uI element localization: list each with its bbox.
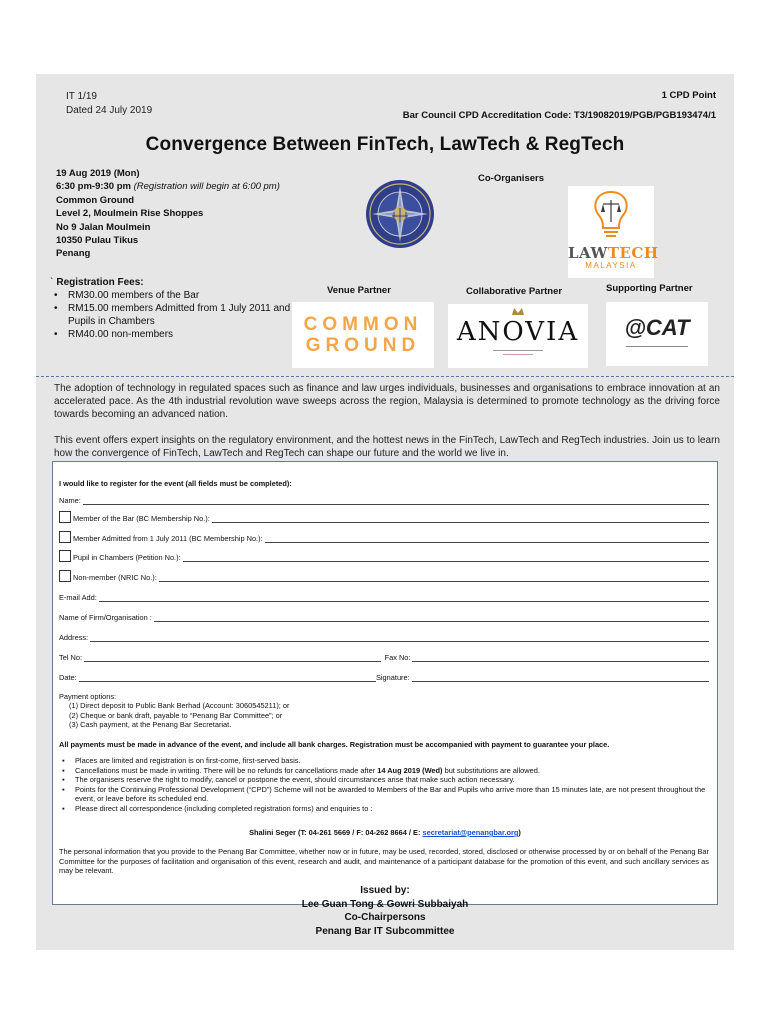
pupil-field[interactable]: Pupil in Chambers (Petition No.): xyxy=(59,550,709,562)
event-paragraph: This event offers expert insights on the regulatory environment, and the hottest news in the FinTech, LawTech and RegTech industries. Join us to learn how the convergence of FinTech, LawTech and RegTech can shape our future and the world we live in. xyxy=(54,435,720,459)
non-member-checkbox[interactable] xyxy=(59,570,71,582)
list-item: ▪ Places are limited and registration is on first-come, first-served basis. xyxy=(75,756,707,766)
event-date: 19 Aug 2019 (Mon) xyxy=(56,168,140,179)
intro-paragraph: The adoption of technology in regulated spaces such as finance and law urges individuals, businesses and organisations to embrace innovation at an accelerated pace. As the 4th industrial revolution wave sweeps across the region, Malaysia is determined to promote technology as the driving force towards becoming an advanced nation. xyxy=(54,383,720,420)
co-organisers-label: Co-Organisers xyxy=(478,173,544,184)
payment-options: Payment options: (1) Direct deposit to Public Bank Berhad (Account: 3060545211); or (2) Cheque or bank draft, payable to “Penang Bar Committee”; or (3) Cash payment, at the Penang Bar Secretariat. xyxy=(59,692,290,730)
dated-line: Dated 24 July 2019 xyxy=(66,105,153,116)
collaborative-partner-label: Collaborative Partner xyxy=(466,286,563,297)
lawtech-malaysia-logo: LAWTECH MALAYSIA xyxy=(568,186,654,278)
member-bar-field[interactable]: Member of the Bar (BC Membership No.): xyxy=(59,511,709,523)
venue-line-4: 10350 Pulau Tikus xyxy=(56,235,139,247)
payment-notice: All payments must be made in advance of the event, and include all bank charges. Registration must be accompanied with payment to guarantee your place. xyxy=(59,740,610,749)
privacy-notice: The personal information that you provide to the Penang Bar Committee, whether now or in future, may be used, recorded, stored, disclosed or otherwise processed by or on behalf of the Penang Bar Committee for the purposes of facilitation and organisation of this event, research and audit, and maintenance of a participant database for the promotion of this event, and such ancillary services as may be relevant. xyxy=(59,847,709,876)
member-bar-checkbox[interactable] xyxy=(59,511,71,523)
venue-line-1: Common Ground xyxy=(56,194,135,206)
reference-number: IT 1/19 xyxy=(66,91,97,102)
name-field[interactable]: Name: xyxy=(59,496,709,505)
event-title: Convergence Between FinTech, LawTech & RegTech xyxy=(145,134,625,155)
registration-form xyxy=(52,461,718,905)
venue-line-3: No 9 Jalan Moulmein xyxy=(56,221,151,233)
list-item: ▪ Points for the Continuing Professional Development (“CPD”) Scheme will not be awarded to Members of the Bar and Pupils who arrive more than 15 minutes late, are not present throughout the event, or leave before its scheduled end. xyxy=(75,785,707,804)
common-ground-logo: COMMON GROUND xyxy=(292,302,434,368)
venue-line-2: Level 2, Moulmein Rise Shoppes xyxy=(56,208,204,220)
list-item: ▪ Please direct all correspondence (including completed registration forms) and enquiries to : xyxy=(75,804,707,814)
supporting-partner-label: Supporting Partner xyxy=(606,283,693,294)
email-field[interactable]: E-mail Add: xyxy=(59,593,709,602)
non-member-field[interactable]: Non-member (NRIC No.): xyxy=(59,570,709,582)
venue-partner-label: Venue Partner xyxy=(327,285,391,296)
fee-item: • RM15.00 members Admitted from 1 July 2011 and Pupils in Chambers xyxy=(68,302,308,328)
date-signature-row xyxy=(59,673,709,682)
signature-field[interactable]: Signature: xyxy=(375,673,410,682)
address-field[interactable]: Address: xyxy=(59,633,709,642)
cat-logo: @CAT xyxy=(606,302,708,366)
list-item: ▪ The organisers reserve the right to modify, cancel or postpone the event, should circumstances arise that make such action necessary. xyxy=(75,775,707,785)
contact-email-link[interactable]: secretariat@penangbar.org xyxy=(422,828,519,837)
cpd-point: 1 CPD Point xyxy=(661,90,716,101)
firm-field[interactable]: Name of Firm/Organisation : xyxy=(59,613,709,622)
contact-line: Shalini Seger (T: 04-261 5669 / F: 04-262 8664 / E: secretariat@penangbar.org) xyxy=(249,828,521,837)
anovia-logo: ANOVIA xyxy=(448,304,588,368)
dashed-separator xyxy=(36,376,734,377)
tel-fax-row xyxy=(59,653,709,662)
form-heading: I would like to register for the event (all fields must be completed): xyxy=(59,479,292,488)
list-item: ▪ Cancellations must be made in writing. There will be no refunds for cancellations made after 14 Aug 2019 (Wed) but substitutions are allowed. xyxy=(75,766,707,776)
pupil-checkbox[interactable] xyxy=(59,550,71,562)
fee-item: • RM30.00 members of the Bar xyxy=(68,289,308,302)
fees-title: ` Registration Fees: xyxy=(50,277,144,288)
fee-item: • RM40.00 non-members xyxy=(68,328,308,341)
flyer-sheet xyxy=(36,74,734,950)
registration-fees xyxy=(50,276,308,341)
date-field[interactable]: Date: xyxy=(59,673,77,682)
signoff: Issued by: Lee Guan Tong & Gowri Subbaiyah Co-Chairpersons Penang Bar IT Subcommittee xyxy=(301,885,469,937)
accreditation-code: Bar Council CPD Accreditation Code: T3/19082019/PGB/PGB193474/1 xyxy=(402,110,716,121)
tel-field[interactable]: Tel No: xyxy=(59,653,83,662)
fax-field[interactable]: Fax No: xyxy=(384,653,411,662)
penang-bar-seal-logo xyxy=(364,178,436,250)
header-right xyxy=(403,86,716,126)
member-admitted-checkbox[interactable] xyxy=(59,531,71,543)
header-left xyxy=(66,90,152,118)
terms-list xyxy=(59,756,707,814)
event-details xyxy=(56,167,280,261)
event-time: 6:30 pm-9:30 pm (Registration will begin at 6:00 pm) xyxy=(56,181,280,193)
member-admitted-field[interactable]: Member Admitted from 1 July 2011 (BC Membership No.): xyxy=(59,531,709,543)
venue-line-5: Penang xyxy=(56,248,91,260)
